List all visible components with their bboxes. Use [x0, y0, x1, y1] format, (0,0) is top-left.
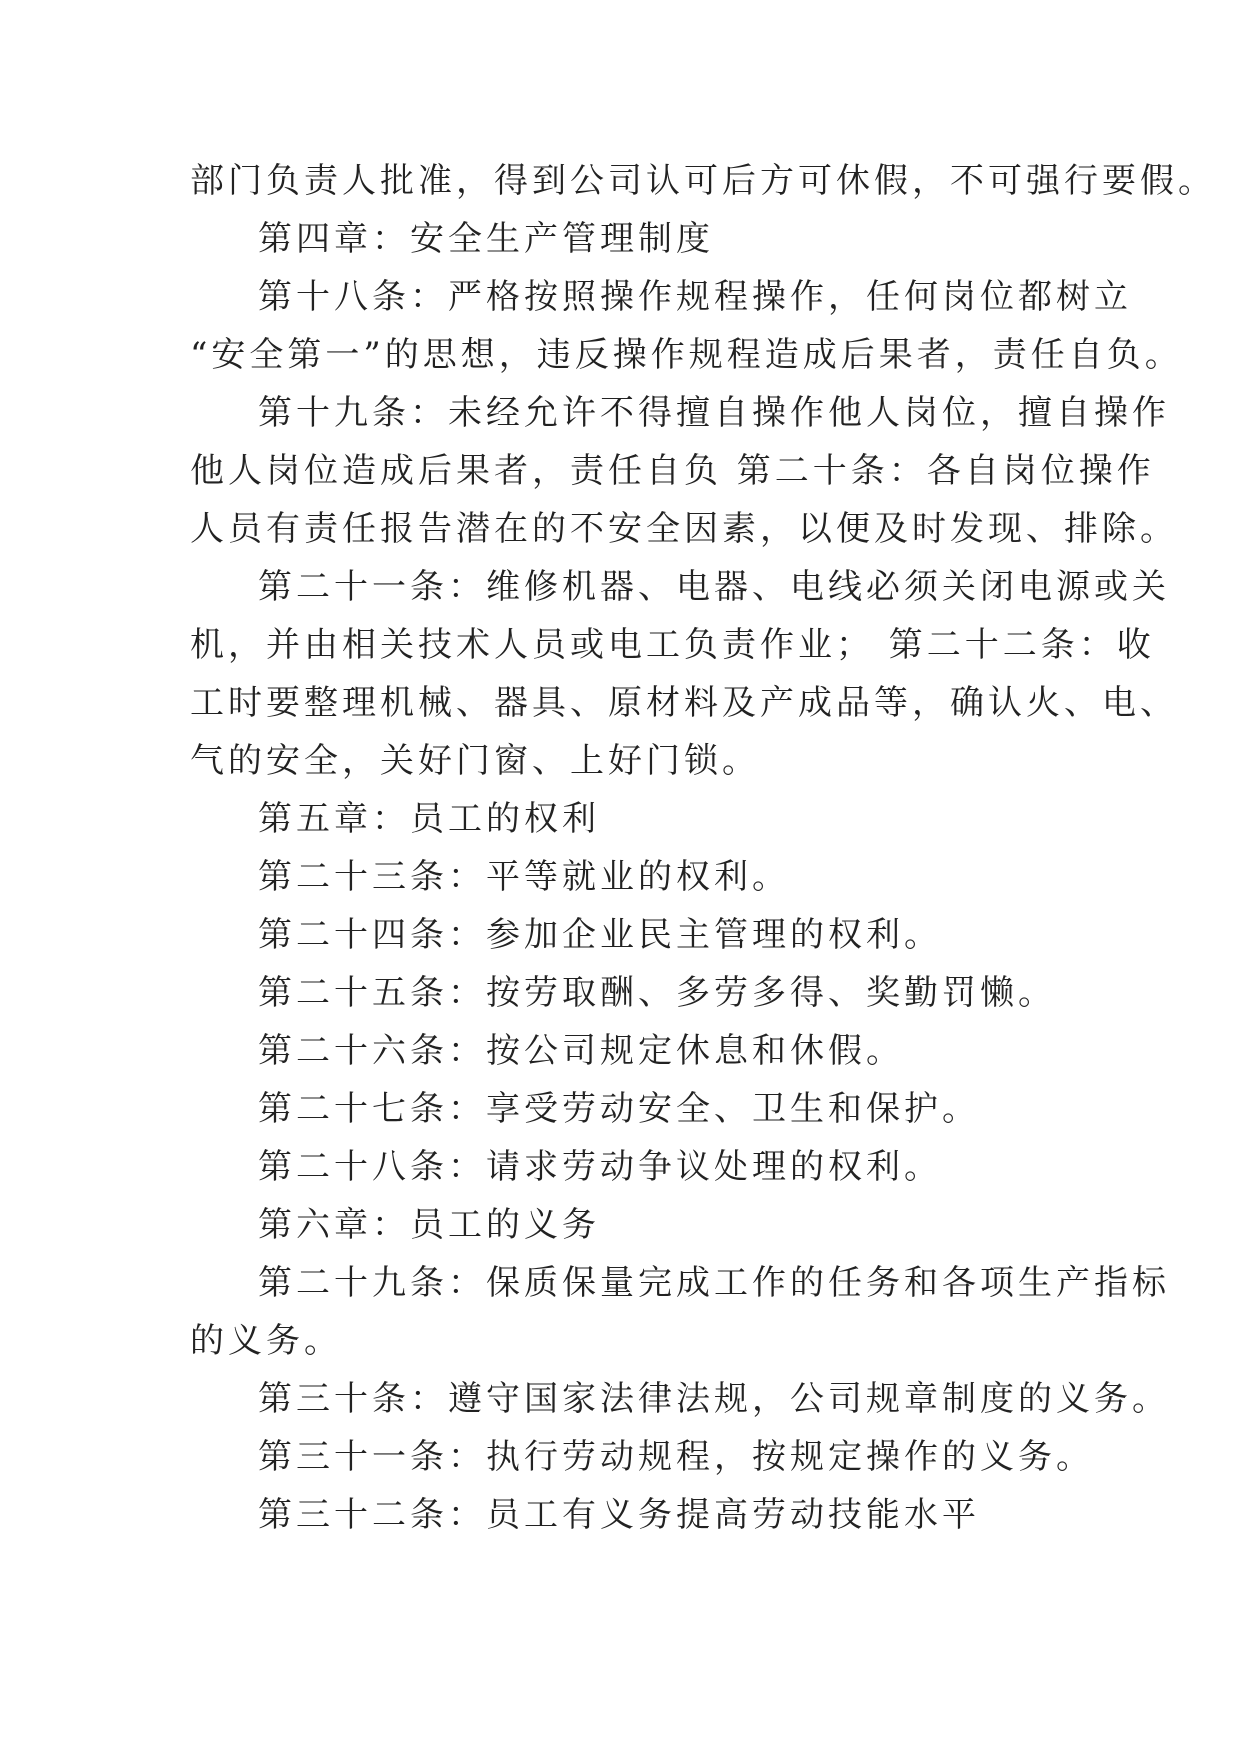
text-line: 第三十二条：员工有义务提高劳动技能水平 — [258, 1495, 980, 1535]
document-body — [190, 152, 1216, 1544]
text-line: 第十九条：未经允许不得擅自操作他人岗位，擅自操作 — [258, 393, 1170, 433]
chapter-heading: 第五章：员工的权利 — [258, 799, 600, 839]
text-line: 机，并由相关技术人员或电工负责作业； 第二十二条：收 — [190, 625, 1155, 665]
text-line: 工时要整理机械、器具、原材料及产成品等，确认火、电、 — [190, 683, 1178, 723]
text-line: 的义务。 — [190, 1321, 342, 1361]
text-line: 第三十一条：执行劳动规程，按规定操作的义务。 — [258, 1437, 1094, 1477]
text-line: “安全第一”的思想，违反操作规程造成后果者，责任自负。 — [190, 335, 1183, 375]
text-line: 第二十九条：保质保量完成工作的任务和各项生产指标 — [258, 1263, 1170, 1303]
text-line: 第二十一条：维修机器、电器、电线必须关闭电源或关 — [258, 567, 1170, 607]
text-line: 第二十四条：参加企业民主管理的权利。 — [258, 915, 942, 955]
text-line: 第二十六条：按公司规定休息和休假。 — [258, 1031, 904, 1071]
text-line: 第二十八条：请求劳动争议处理的权利。 — [258, 1147, 942, 1187]
chapter-heading: 第四章：安全生产管理制度 — [258, 219, 714, 259]
chapter-heading: 第六章：员工的义务 — [258, 1205, 600, 1245]
text-line: 气的安全，关好门窗、上好门锁。 — [190, 741, 760, 781]
text-line: 第二十七条：享受劳动安全、卫生和保护。 — [258, 1089, 980, 1129]
text-line: 他人岗位造成后果者，责任自负 第二十条：各自岗位操作 — [190, 451, 1155, 491]
text-line: 第十八条：严格按照操作规程操作，任何岗位都树立 — [258, 277, 1132, 317]
text-line: 人员有责任报告潜在的不安全因素，以便及时发现、排除。 — [190, 509, 1178, 549]
text-line: 第二十五条：按劳取酬、多劳多得、奖勤罚懒。 — [258, 973, 1056, 1013]
text-line: 第三十条：遵守国家法律法规，公司规章制度的义务。 — [258, 1379, 1170, 1419]
text-line: 部门负责人批准，得到公司认可后方可休假，不可强行要假。 — [190, 161, 1216, 201]
text-line: 第二十三条：平等就业的权利。 — [258, 857, 790, 897]
